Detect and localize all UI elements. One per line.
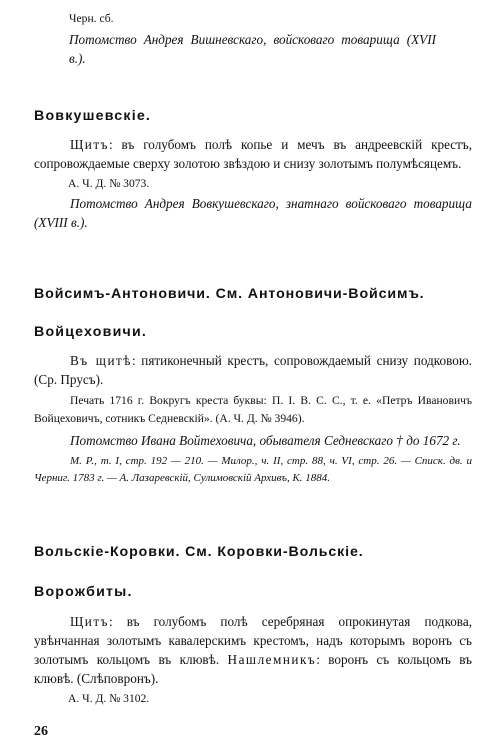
entry-heading: Вольскіе-Коровки. См. Коровки-Вольскіе. bbox=[34, 544, 364, 560]
shield-description bbox=[34, 612, 472, 688]
helmet-text: : воронъ съ кольцомъ въ клювѣ. (Слѣповронъ). bbox=[34, 652, 472, 686]
shield-label: Щитъ bbox=[70, 614, 109, 629]
entry-heading: Вовкушевскіе. bbox=[34, 108, 152, 124]
lineage-text: Потомство Андрея Вишневскаго, войсковаго товарища (XVII в.). bbox=[69, 32, 436, 66]
entry-heading: Войцеховичи. bbox=[34, 324, 148, 340]
shield-text: : въ голубомъ полѣ копье и мечъ въ андреевскій крестъ, сопровождаемые сверху золотою звѣздою и снизу золотымъ полумѣсяцемъ. bbox=[34, 137, 472, 171]
source-note: Черн. сб. bbox=[69, 12, 114, 25]
entry-heading-voisim bbox=[34, 286, 500, 302]
entry-heading-vorozhbity bbox=[34, 584, 500, 600]
shield-text: : пятиконечный крестъ, сопровождаемый снизу подковою. (Ср. Прусъ). bbox=[34, 353, 472, 387]
archive-ref: А. Ч. Д. № 3102. bbox=[68, 692, 150, 705]
entry-voitsekhovichi bbox=[34, 351, 472, 487]
page-number-text: 26 bbox=[34, 724, 48, 739]
shield-description bbox=[34, 351, 472, 389]
shield-text: : въ голубомъ полѣ серебряная опрокинутая подкова, увѣнчанная золотымъ кавалерскимъ крестомъ, надъ которымъ воронъ съ золотымъ кольцомъ въ клювѣ. bbox=[34, 614, 472, 667]
lineage-text: Потомство Ивана Войтеховича, обывателя Седневскаго † до 1672 г. bbox=[70, 433, 461, 448]
entry-heading: Ворожбиты. bbox=[34, 584, 133, 600]
bibliography-refs: М. Р., т. I, стр. 192 — 210. — Милор., ч. II, стр. 88, ч. VI, стр. 26. — Списк. дв. и Черниг. 1783 г. — А. Лазаревскій, Сулимовскій Архивъ, К. 1884. bbox=[34, 455, 472, 484]
entry-vorozhbity bbox=[34, 612, 472, 708]
helmet-label: Нашлемникъ bbox=[227, 652, 317, 667]
entry-heading: Войсимъ-Антоновичи. См. Антоновичи-Войсимъ. bbox=[34, 286, 425, 302]
page-number bbox=[34, 722, 500, 740]
shield-label: Въ щитѣ bbox=[70, 353, 132, 368]
shield-description bbox=[34, 135, 472, 173]
shield-label: Щитъ bbox=[70, 137, 109, 152]
entry-vishnevskie-tail bbox=[69, 10, 436, 68]
entry-heading-volskie bbox=[34, 544, 500, 560]
seal-note: Печать 1716 г. Вокругъ креста буквы: П. I. В. С. С., т. е. «Петръ Ивановичъ Войцеховичъ, сотникъ Седневскій». (А. Ч. Д. № 3946). bbox=[34, 394, 472, 425]
archive-ref: А. Ч. Д. № 3073. bbox=[68, 177, 150, 190]
lineage-text: Потомство Андрея Вовкушевскаго, знатнаго войсковаго товарища (XVIII в.). bbox=[34, 196, 472, 230]
entry-heading-voitsekhovichi bbox=[34, 324, 500, 340]
entry-heading-vovkushevskie bbox=[34, 108, 500, 124]
entry-vovkushevskie bbox=[34, 135, 472, 232]
